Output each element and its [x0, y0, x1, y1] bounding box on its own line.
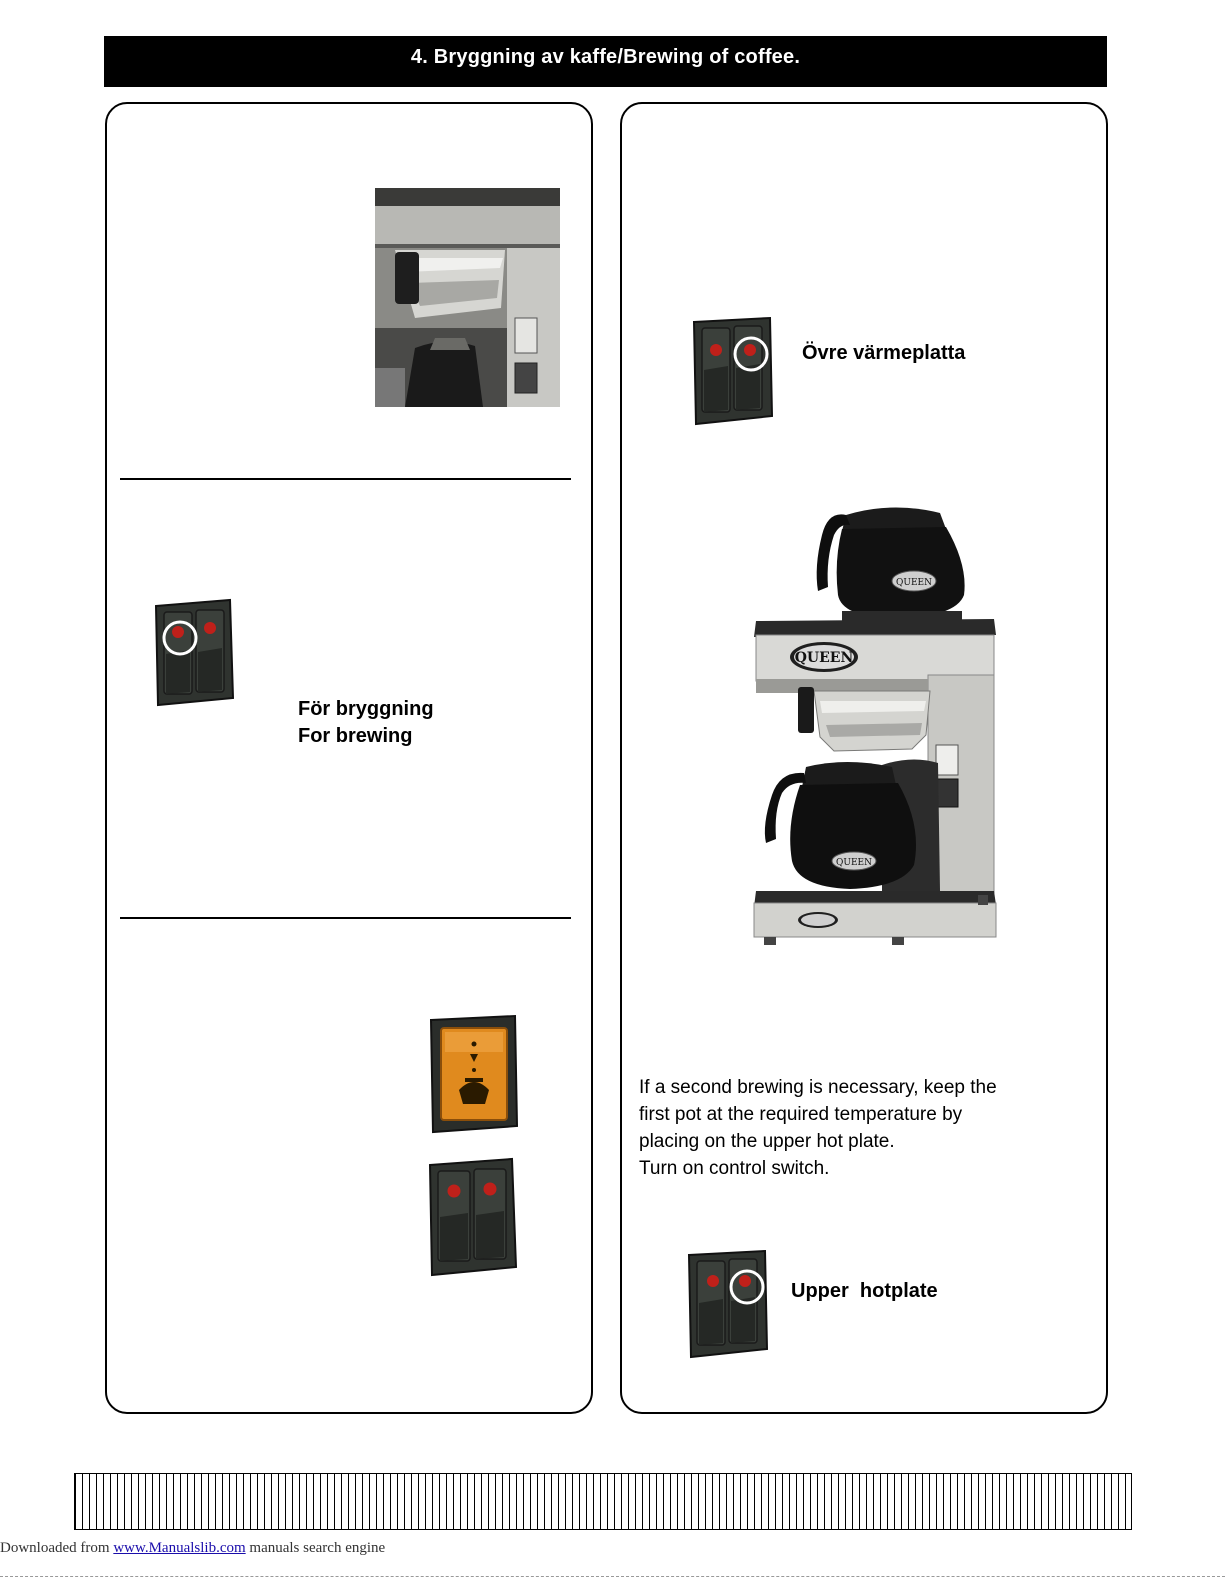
svg-text:QUEEN: QUEEN [836, 858, 872, 868]
brewing-label-sv: För bryggning [298, 698, 434, 720]
instruction-line-2: first pot at the required temperature by [639, 1104, 963, 1125]
rocker-switch-both[interactable] [426, 1157, 518, 1277]
footer-dashed-line [0, 1576, 1225, 1577]
brew-funnel-photo [375, 188, 560, 407]
section-title: 4. Bryggning av kaffe/Brewing of coffee. [410, 46, 801, 68]
download-footer [0, 1540, 385, 1557]
rocker-switch-right-highlight-bottom[interactable] [685, 1249, 771, 1359]
svg-text:QUEEN: QUEEN [896, 578, 932, 588]
coffee-machine-illustration [742, 495, 1007, 950]
brewing-label-en: For brewing [298, 725, 413, 747]
footer-prefix: Downloaded from [0, 1540, 114, 1556]
upper-hotplate-label-sv: Övre värmeplatta [802, 342, 966, 364]
footer-suffix: manuals search engine [245, 1540, 386, 1556]
rocker-switch-right-highlight-top[interactable] [690, 316, 776, 426]
instruction-line-1: If a second brewing is necessary, keep the [639, 1077, 997, 1098]
left-divider-1 [120, 478, 571, 480]
page-footer-strip [74, 1473, 1132, 1530]
manualslib-link[interactable]: www.Manualslib.com [113, 1540, 246, 1556]
left-divider-2 [120, 917, 571, 919]
brand-logo-text: QUEEN [794, 650, 854, 666]
brew-indicator-lamp [427, 1014, 519, 1134]
section-header [104, 36, 1107, 87]
rocker-switch-left-highlight[interactable] [150, 598, 236, 708]
instruction-line-4: Turn on control switch. [639, 1158, 830, 1179]
upper-hotplate-label-en: Upper hotplate [791, 1280, 938, 1302]
instruction-line-3: placing on the upper hot plate. [639, 1131, 895, 1152]
